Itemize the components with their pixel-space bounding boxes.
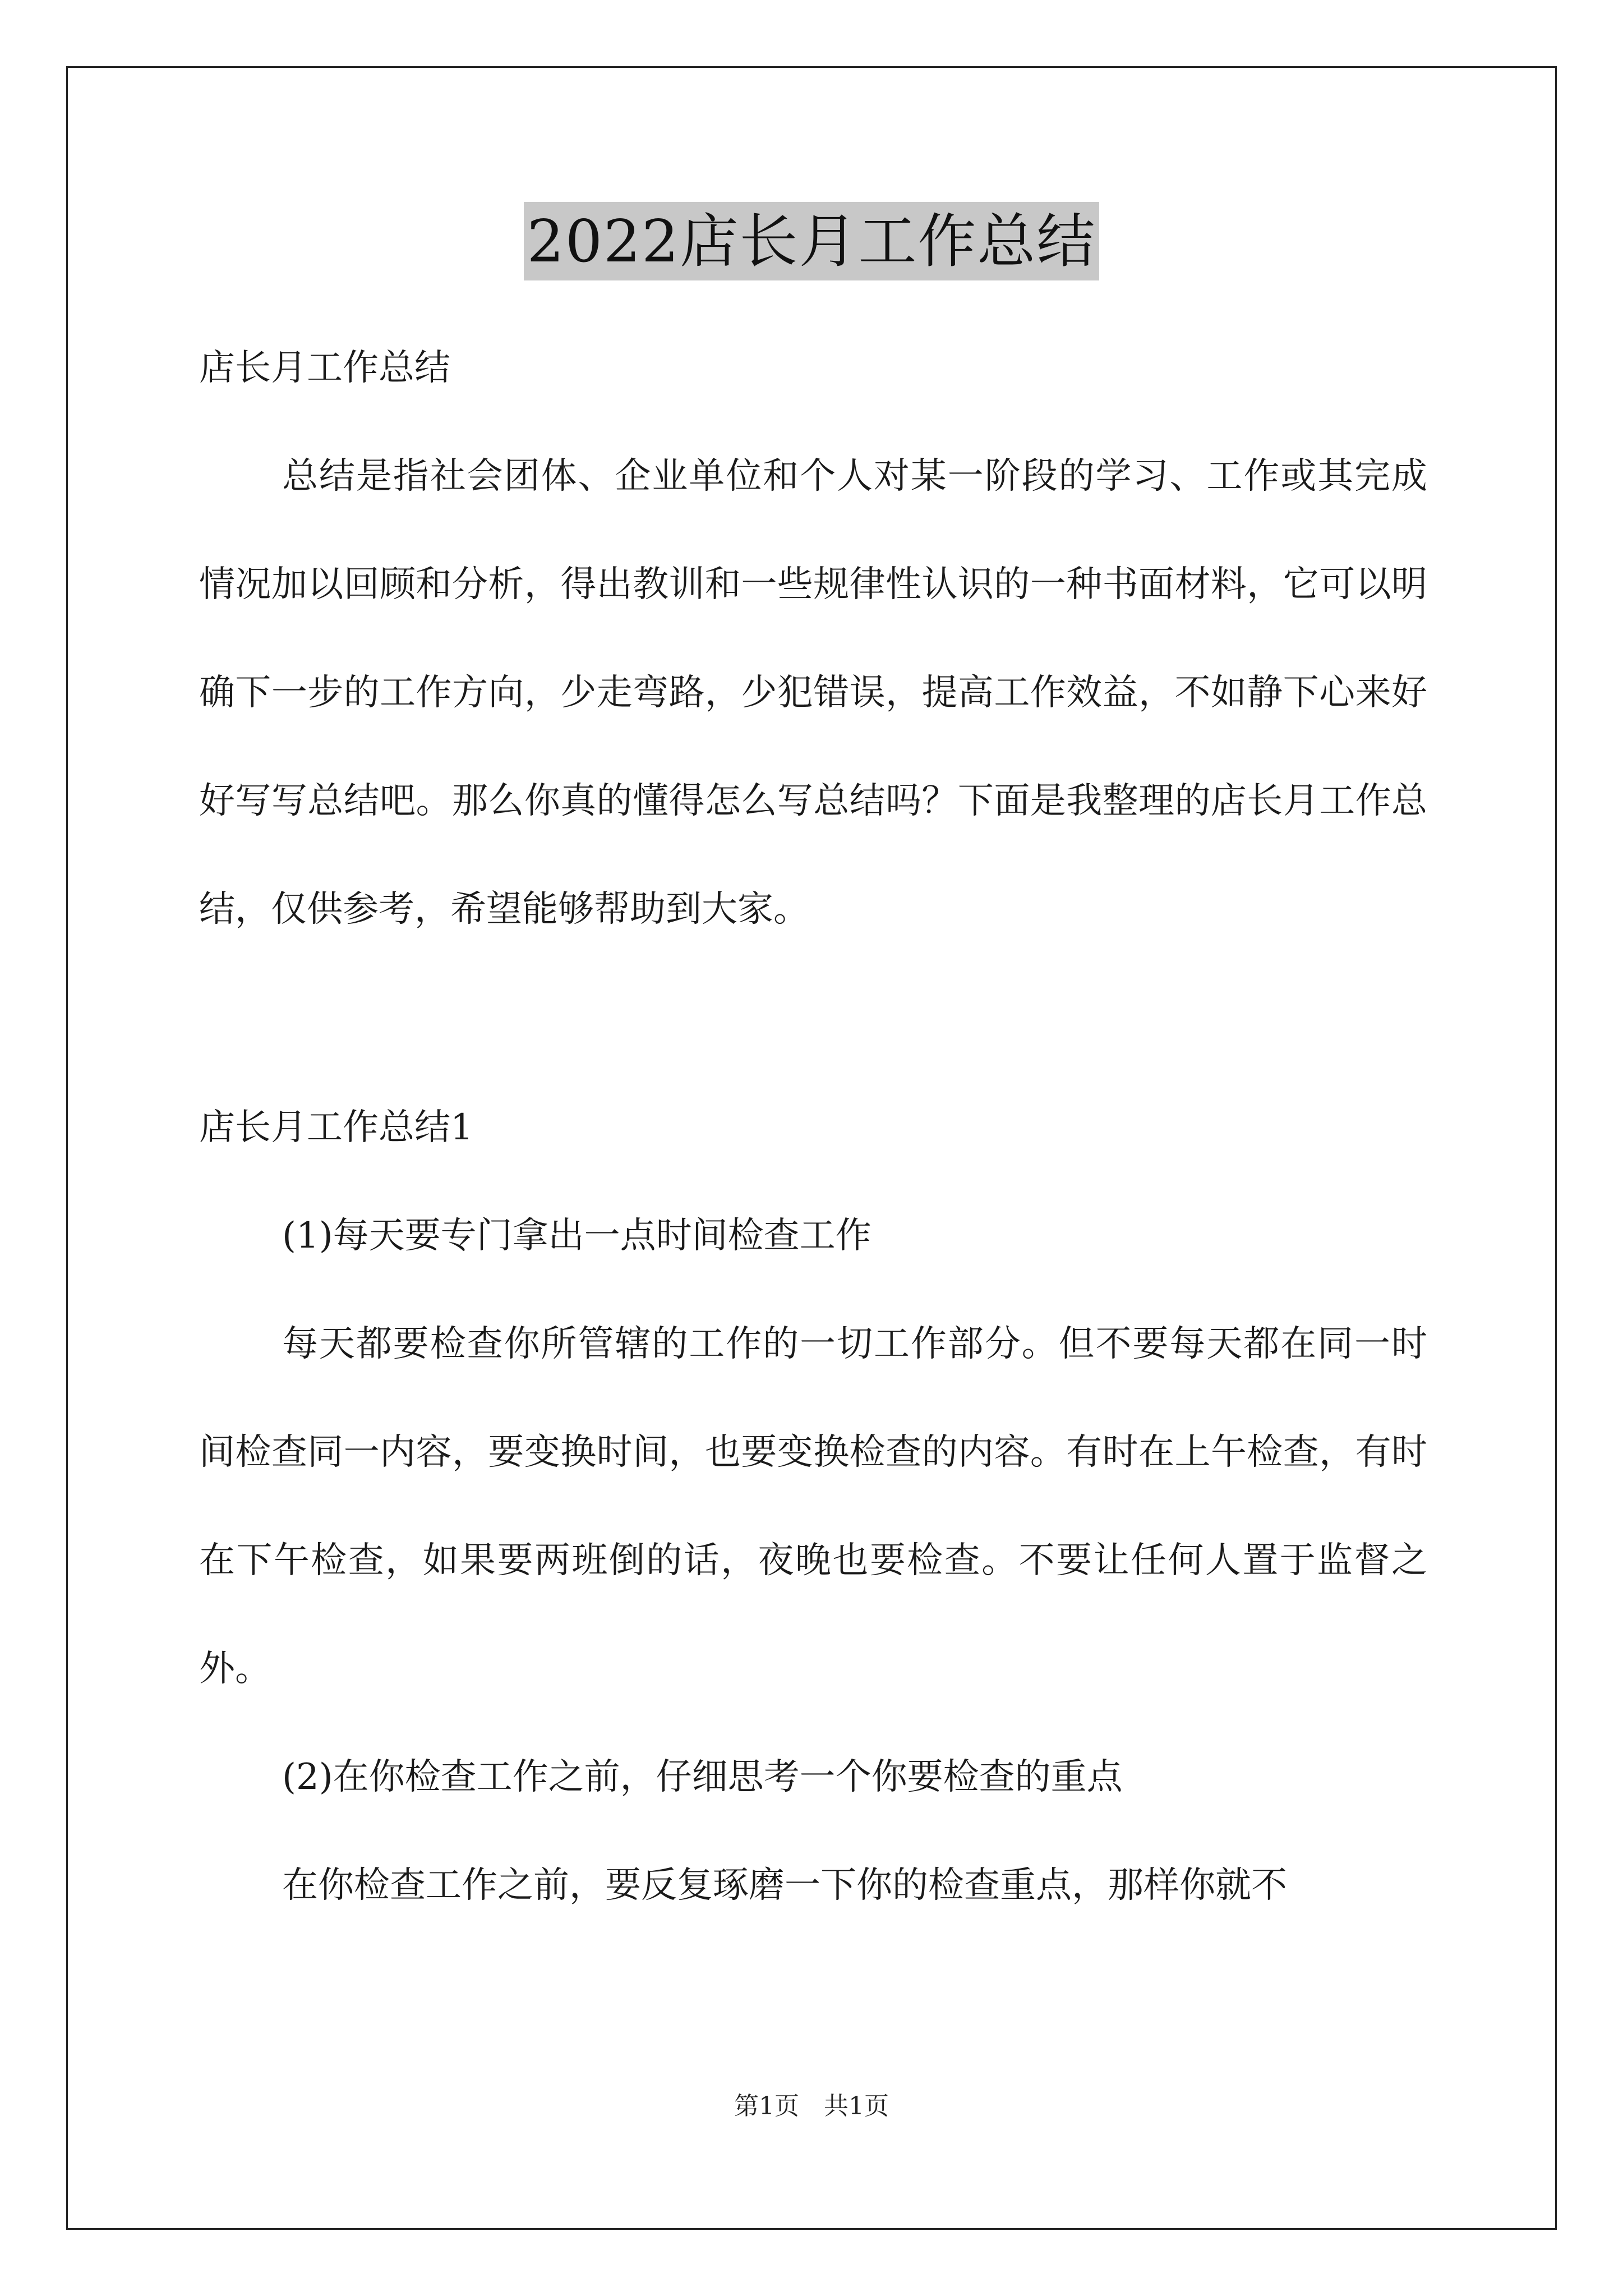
paragraph-spacer: [199, 964, 1427, 1074]
document-title: 2022店长月工作总结: [524, 202, 1100, 280]
point-1-paragraph: 每天都要检查你所管辖的工作的一切工作部分。但不要每天都在同一时间检查同一内容，要变换时间，也要变换检查的内容。有时在上午检查，有时在下午检查，如果要两班倒的话，夜晚也要检查。不要让任何人置于监督之外。: [199, 1323, 1427, 1690]
intro-paragraph: 总结是指社会团体、企业单位和个人对某一阶段的学习、工作或其完成情况加以回顾和分析，得出教训和一些规律性认识的一种书面材料，它可以明确下一步的工作方向，少走弯路，少犯错误，提高工作效益，不如静下心来好好写写总结吧。那么你真的懂得怎么写总结吗？下面是我整理的店长月工作总结，仅供参考，希望能够帮助到大家。: [199, 455, 1427, 930]
point-1-heading: (1)每天要专门拿出一点时间检查工作: [282, 1215, 872, 1257]
point-2-heading: (2)在你检查工作之前，仔细思考一个你要检查的重点: [282, 1756, 1123, 1798]
title-container: [0, 202, 1623, 280]
page-footer: 第1页 共1页: [734, 2092, 889, 2120]
document-body: [199, 314, 1427, 1940]
point-2-paragraph: 在你检查工作之前，要反复琢磨一下你的检查重点，那样你就不: [282, 1865, 1287, 1906]
section-heading: 店长月工作总结1: [199, 1107, 473, 1148]
subtitle: 店长月工作总结: [199, 347, 450, 389]
